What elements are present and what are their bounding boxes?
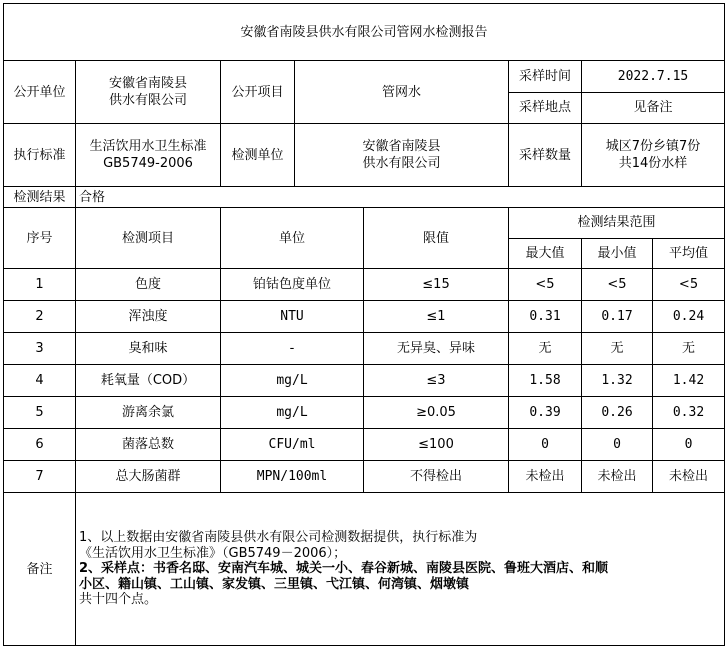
header-range: 检测结果范围 [509,208,725,239]
publish-item-label: 公开项目 [221,61,295,124]
row-no: 7 [4,461,76,493]
result-value: 合格 [76,187,725,208]
table-row [4,461,725,493]
notes-line-4: 小区、籍山镇、工山镇、家发镇、三里镇、弋江镇、何湾镇、烟墩镇 [79,576,470,592]
row-unit: CFU/ml [221,429,364,461]
header-item: 检测项目 [76,208,221,269]
header-unit: 单位 [221,208,364,269]
row-unit: mg/L [221,365,364,397]
row-max: 1.58 [509,365,582,397]
row-item: 菌落总数 [76,429,221,461]
publish-item-value: 管网水 [295,61,509,124]
table-row [4,397,725,429]
row-min: <5 [582,269,653,301]
row-item: 臭和味 [76,333,221,365]
notes-label: 备注 [4,493,76,646]
table-row [4,333,725,365]
sample-time-value: 2022.7.15 [582,61,725,93]
row-limit: ≤100 [364,429,509,461]
row-max: 0.31 [509,301,582,333]
sample-place-label: 采样地点 [509,92,582,124]
row-max: 0 [509,429,582,461]
row-avg: <5 [653,269,725,301]
notes-line-1: 1、以上数据由安徽省南陵县供水有限公司检测数据提供，执行标准为 [79,530,478,546]
sample-count-label: 采样数量 [509,124,582,187]
row-avg: 0.32 [653,397,725,429]
notes-line-5: 共十四个点。 [79,592,158,608]
row-item: 游离余氯 [76,397,221,429]
row-unit: NTU [221,301,364,333]
row-limit: ≤3 [364,365,509,397]
water-quality-report-table [3,3,725,646]
table-row [4,365,725,397]
row-limit: ≤15 [364,269,509,301]
table-row [4,269,725,301]
row-limit: ≤1 [364,301,509,333]
row-avg: 0 [653,429,725,461]
row-unit: - [221,333,364,365]
row-limit: 无异臭、异味 [364,333,509,365]
row-max: 未检出 [509,461,582,493]
header-avg: 平均值 [653,238,725,269]
row-no: 5 [4,397,76,429]
table-row [4,429,725,461]
row-item: 浑浊度 [76,301,221,333]
row-avg: 未检出 [653,461,725,493]
row-min: 无 [582,333,653,365]
sample-place-value: 见备注 [582,92,725,124]
row-min: 0.26 [582,397,653,429]
row-min: 0 [582,429,653,461]
row-min: 未检出 [582,461,653,493]
publish-unit-label: 公开单位 [4,61,76,124]
row-limit: ≥0.05 [364,397,509,429]
row-max: <5 [509,269,582,301]
report-title: 安徽省南陵县供水有限公司管网水检测报告 [4,4,725,61]
row-avg: 0.24 [653,301,725,333]
row-limit: 不得检出 [364,461,509,493]
row-unit: mg/L [221,397,364,429]
notes-line-2: 《生活饮用水卫生标准》（GB5749－2006）； [79,545,347,561]
row-avg: 无 [653,333,725,365]
test-unit-value: 安徽省南陵县 供水有限公司 [295,124,509,187]
row-item: 色度 [76,269,221,301]
row-no: 3 [4,333,76,365]
table-row [4,301,725,333]
standard-value: 生活饮用水卫生标准 GB5749-2006 [76,124,221,187]
row-item: 总大肠菌群 [76,461,221,493]
header-max: 最大值 [509,238,582,269]
row-min: 1.32 [582,365,653,397]
row-no: 2 [4,301,76,333]
row-max: 无 [509,333,582,365]
row-no: 4 [4,365,76,397]
test-unit-label: 检测单位 [221,124,295,187]
header-min: 最小值 [582,238,653,269]
sample-count-value: 城区7份乡镇7份 共14份水样 [582,124,725,187]
header-no: 序号 [4,208,76,269]
row-no: 6 [4,429,76,461]
notes-content [76,493,725,646]
row-no: 1 [4,269,76,301]
row-max: 0.39 [509,397,582,429]
header-limit: 限值 [364,208,509,269]
row-min: 0.17 [582,301,653,333]
row-unit: 铂钴色度单位 [221,269,364,301]
standard-label: 执行标准 [4,124,76,187]
row-avg: 1.42 [653,365,725,397]
row-item: 耗氧量（COD） [76,365,221,397]
sample-time-label: 采样时间 [509,61,582,93]
publish-unit-value: 安徽省南陵县 供水有限公司 [76,61,221,124]
result-label: 检测结果 [4,187,76,208]
row-unit: MPN/100ml [221,461,364,493]
notes-line-3: 2、采样点：书香名邸、安南汽车城、城关一小、春谷新城、南陵县医院、鲁班大酒店、和顺 [79,561,609,577]
